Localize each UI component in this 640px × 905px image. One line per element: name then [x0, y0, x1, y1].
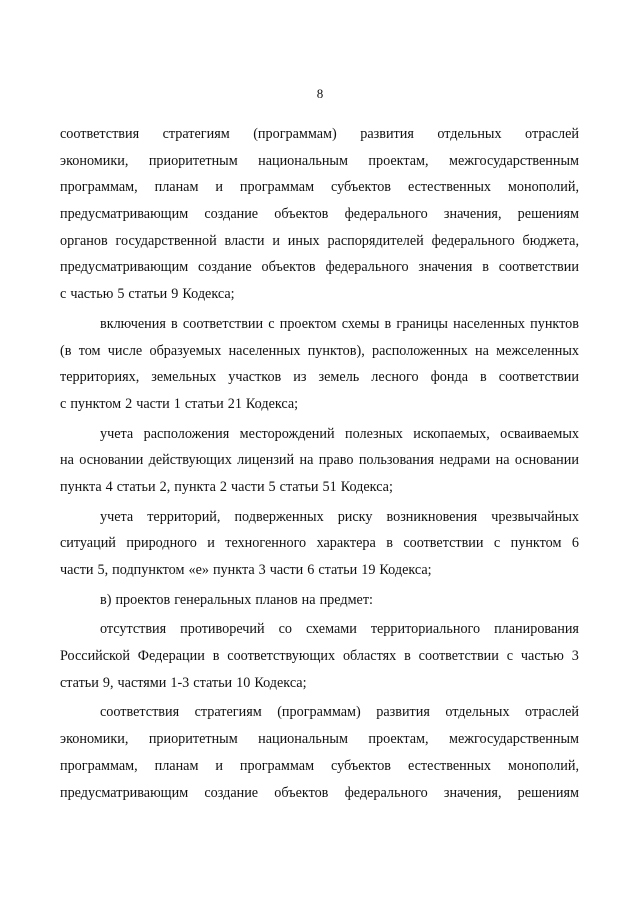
text-line: (в том числе образуемых населенных пунктов), расположенных на межселенных [60, 342, 579, 359]
text-line: предусматривающим создание объектов федерального значения, решениям [60, 784, 579, 801]
text-line: отсутствия противоречий со схемами территориального планирования [100, 621, 579, 638]
text-line: экономики, приоритетным национальным проектам, межгосударственным [60, 152, 579, 169]
text-line: части 5, подпунктом «е» пункта 3 части 6 статьи 19 Кодекса; [60, 562, 432, 578]
text-line: с пунктом 2 части 1 статьи 21 Кодекса; [60, 395, 299, 412]
text-line: ситуаций природного и техногенного характера в соответствии с пунктом 6 [60, 535, 579, 552]
text-line: включения в соответствии с проектом схемы в границы населенных пунктов [100, 315, 579, 332]
text-line: статьи 9, частями 1-3 статьи 10 Кодекса; [60, 674, 307, 691]
text-line: в) проектов генеральных планов на предмет: [100, 591, 373, 608]
text-line: с частью 5 статьи 9 Кодекса; [60, 286, 235, 303]
text-line: соответствия стратегиям (программам) развития отдельных отраслей [100, 704, 579, 721]
document-body [60, 121, 579, 806]
text-line: территориях, земельных участков из земель лесного фонда в соответствии [60, 369, 579, 386]
text-line: учета территорий, подверженных риску возникновения чрезвычайных [100, 508, 579, 525]
text-line: программам, планам и программам субъектов естественных монополий, [60, 757, 579, 774]
text-line: органов государственной власти и иных распорядителей федерального бюджета, [60, 232, 579, 249]
text-line: Российской Федерации в соответствующих областях в соответствии с частью 3 [60, 648, 579, 665]
text-line: предусматривающим создание объектов федерального значения в соответствии [60, 259, 579, 276]
text-line: предусматривающим создание объектов федерального значения, решениям [60, 206, 579, 223]
text-line: на основании действующих лицензий на право пользования недрами на основании [60, 452, 579, 469]
page-number: 8 [316, 86, 324, 101]
text-line: пункта 4 статьи 2, пункта 2 части 5 статьи 51 Кодекса; [60, 478, 393, 495]
text-line: учета расположения месторождений полезных ископаемых, осваиваемых [100, 425, 579, 442]
text-line: соответствия стратегиям (программам) развития отдельных отраслей [60, 126, 579, 142]
text-line: программам, планам и программам субъектов естественных монополий, [60, 179, 579, 196]
text-line: экономики, приоритетным национальным проектам, межгосударственным [60, 731, 579, 748]
